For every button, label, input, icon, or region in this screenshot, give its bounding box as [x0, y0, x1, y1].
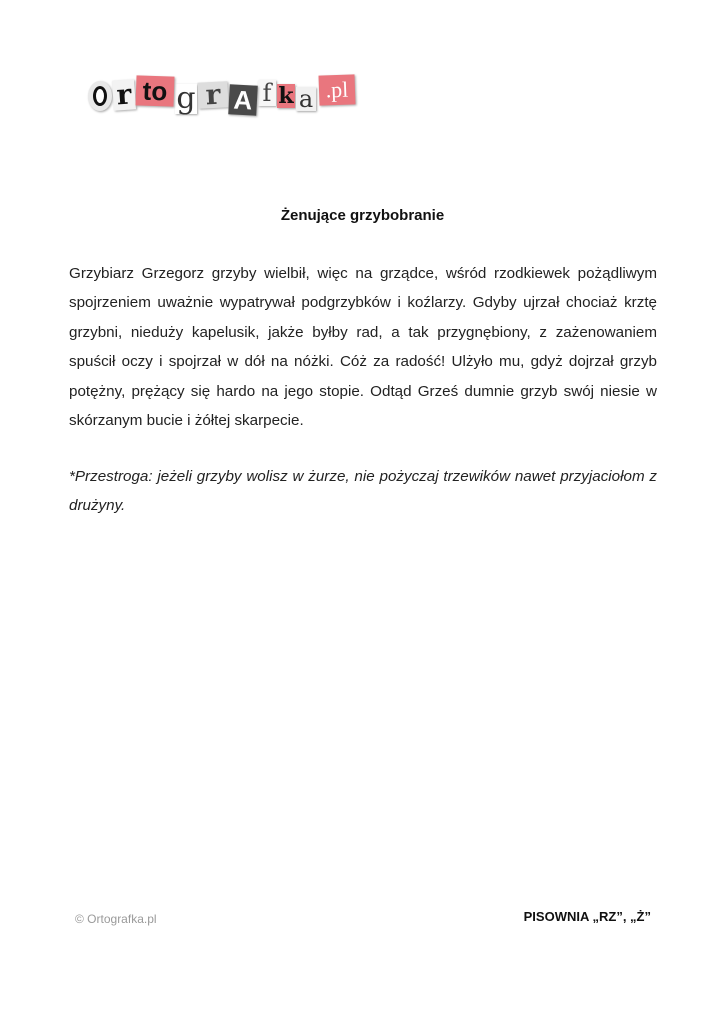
logo-letter	[88, 81, 112, 111]
logo-letter: .pl	[318, 74, 355, 105]
footer-topic: PISOWNIA „RZ”, „Ż”	[523, 909, 651, 924]
logo-letter: a	[296, 87, 316, 111]
site-logo	[88, 70, 356, 118]
logo-letter: to	[135, 75, 174, 106]
footer-copyright: © Ortografka.pl	[75, 912, 157, 926]
logo-letter: A	[228, 84, 258, 115]
logo-letter: f	[258, 80, 276, 106]
logo-letter: r	[112, 79, 136, 110]
document-note: *Przestroga: jeżeli grzyby wolisz w żurze, nie pożyczaj trzewików nawet przyjaciołom z drużyny.	[69, 468, 657, 515]
document-title: Żenujące grzybobranie	[280, 207, 445, 224]
logo-letter: r	[197, 81, 228, 109]
logo-letter: k	[278, 83, 294, 109]
logo-letter: g	[176, 81, 196, 116]
document-body: Grzybiarz Grzegorz grzyby wielbił, więc na grządce, wśród rzodkiewek pożądliwym spojrzeniem uważnie wypatrywał podgrzybków i koźlarzy. Gdyby ujrzał chociaż krztę grzybni, nieduży kapelusik, jakże byłby rad, a tak przygnębiony, z zażenowaniem spuścił oczy i spojrzał w dół na nóżki. Cóż za radość! Ulżyło mu, gdyż dojrzał grzyb potężny, prężący się hardo na jego stopie. Odtąd Grześ dumnie grzyb swój niesie w skórzanym bucie i żółtej skarpecie.	[69, 265, 657, 430]
